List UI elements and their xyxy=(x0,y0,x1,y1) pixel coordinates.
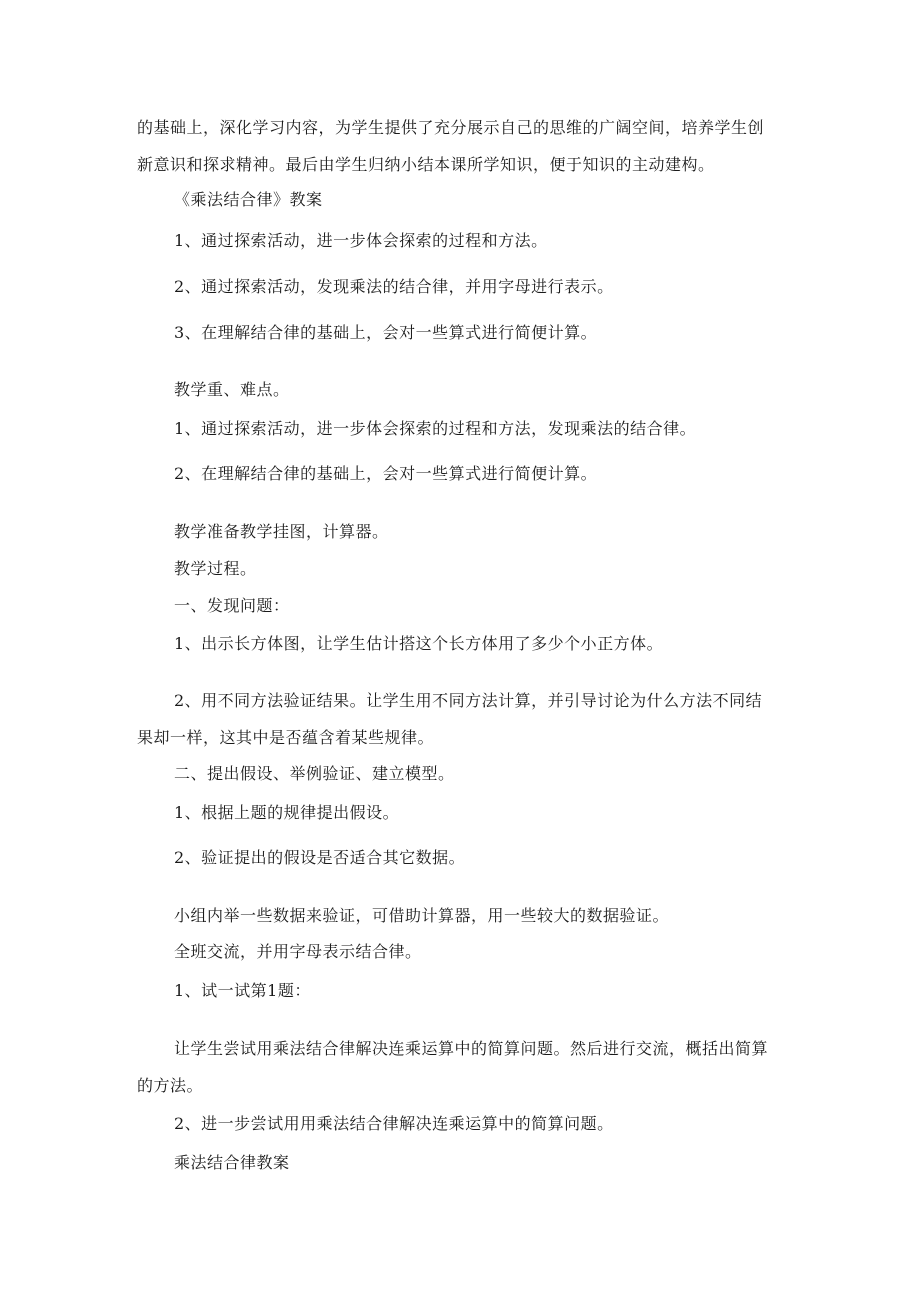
list-item: 3、在理解结合律的基础上，会对一些算式进行简便计算。 xyxy=(174,323,598,342)
list-item: 2、通过探索活动，发现乘法的结合律，并用字母进行表示。 xyxy=(174,277,614,296)
paragraph-line: 的基础上，深化学习内容，为学生提供了充分展示自己的思维的广阔空间，培养学生创 xyxy=(137,118,765,137)
section-title: 乘法结合律教案 xyxy=(174,1153,290,1172)
list-item: 1、通过探索活动，进一步体会探索的过程和方法。 xyxy=(174,231,548,250)
paragraph-line: 的方法。 xyxy=(137,1076,204,1095)
paragraph-line: 全班交流，并用字母表示结合律。 xyxy=(174,942,422,961)
paragraph-line: 小组内举一些数据来验证，可借助计算器，用一些较大的数据验证。 xyxy=(174,906,670,925)
list-item: 2、用不同方法验证结果。让学生用不同方法计算，并引导讨论为什么方法不同结 xyxy=(174,691,763,710)
section-heading: 二、提出假设、举例验证、建立模型。 xyxy=(174,764,455,783)
list-item: 2、验证提出的假设是否适合其它数据。 xyxy=(174,848,466,867)
paragraph-line: 果却一样，这其中是否蕴含着某些规律。 xyxy=(137,728,435,747)
list-item: 2、在理解结合律的基础上，会对一些算式进行简便计算。 xyxy=(174,464,598,483)
list-item: 1、根据上题的规律提出假设。 xyxy=(174,803,400,822)
paragraph-line: 新意识和探求精神。最后由学生归纳小结本课所学知识，便于知识的主动建构。 xyxy=(137,155,715,174)
list-item: 2、进一步尝试用用乘法结合律解决连乘运算中的简算问题。 xyxy=(174,1114,614,1133)
section-heading: 一、发现问题： xyxy=(174,596,290,615)
paragraph-line: 让学生尝试用乘法结合律解决连乘运算中的简算问题。然后进行交流，概括出简算 xyxy=(174,1039,769,1058)
section-heading: 教学过程。 xyxy=(174,559,257,578)
list-item: 1、通过探索活动，进一步体会探索的过程和方法，发现乘法的结合律。 xyxy=(174,419,697,438)
list-item: 1、试一试第1题： xyxy=(174,981,311,1000)
list-item: 1、出示长方体图，让学生估计搭这个长方体用了多少个小正方体。 xyxy=(174,634,664,653)
section-title: 《乘法结合律》教案 xyxy=(174,190,323,209)
paragraph-line: 教学准备教学挂图，计算器。 xyxy=(174,522,389,541)
section-heading: 教学重、难点。 xyxy=(174,380,290,399)
